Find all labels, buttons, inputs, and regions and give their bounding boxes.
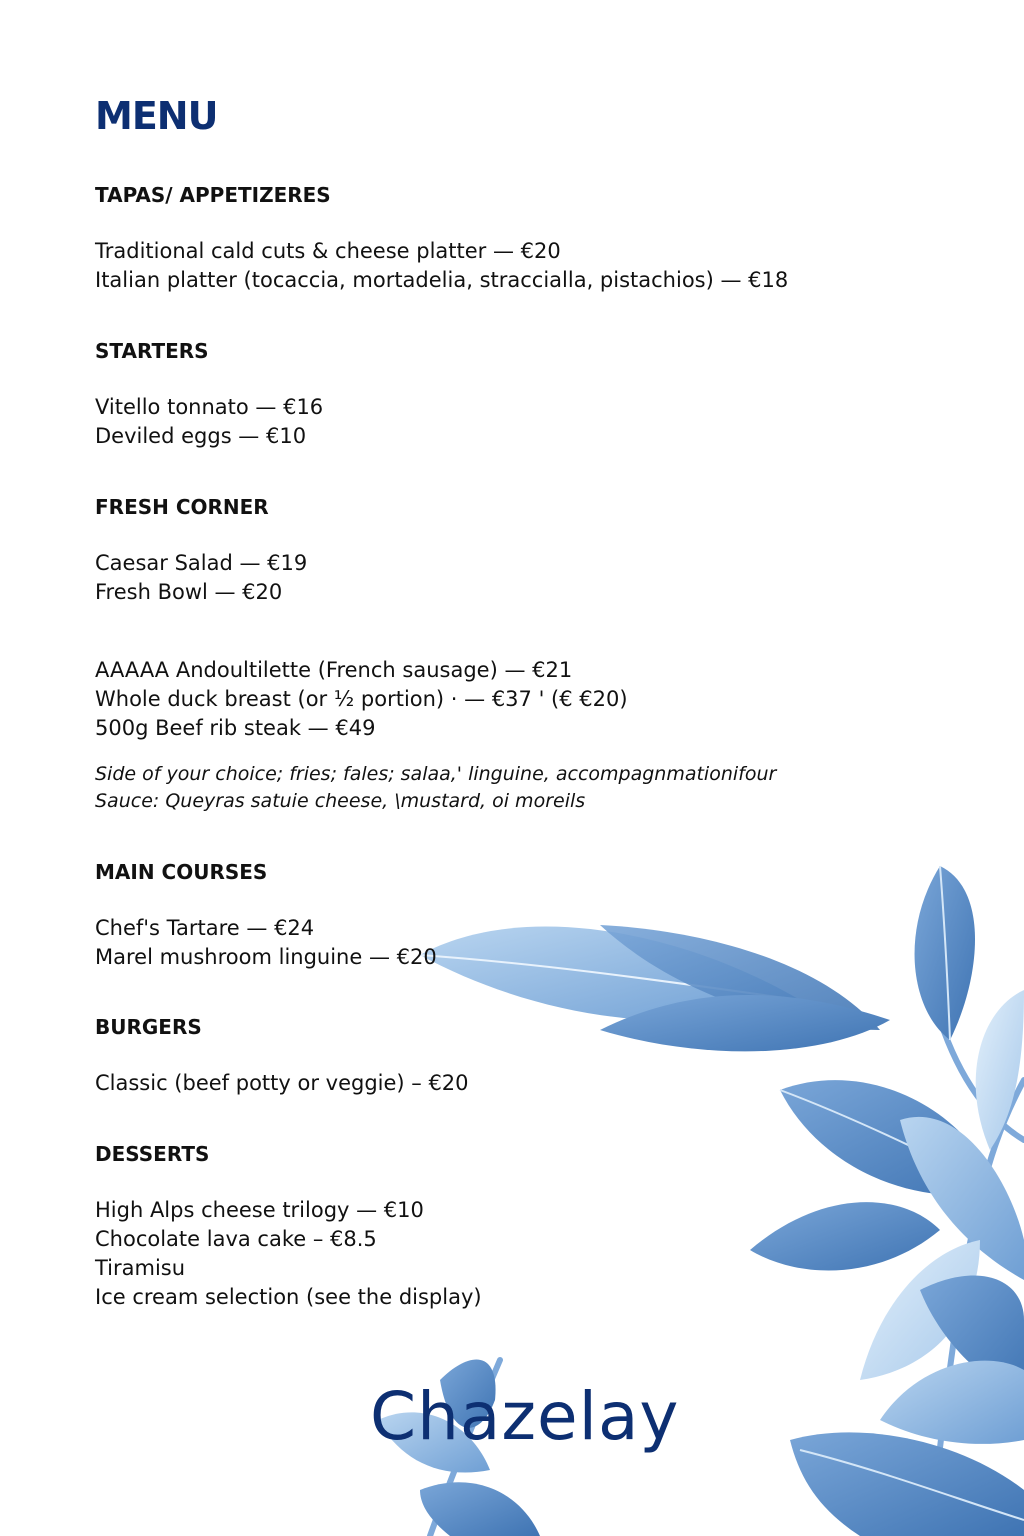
- leaf-bottom-left-3: [420, 1482, 540, 1536]
- menu-item: Marel mushroom linguine — €20: [95, 945, 437, 969]
- leaf-top: [915, 866, 975, 1040]
- menu-item: Tiramisu: [95, 1256, 186, 1280]
- section-heading: STARTERS: [95, 339, 209, 363]
- section-meats: [95, 656, 776, 815]
- menu-item: Traditional cald cuts & cheese platter — €20: [95, 239, 561, 263]
- section-heading: TAPAS/ APPETIZERES: [95, 183, 331, 207]
- menu-item: 500g Beef rib steak — €49: [95, 716, 376, 740]
- menu-note: Sauce: Queyras satuie cheese, \mustard, oi moreils: [95, 790, 586, 812]
- menu-note: Side of your choice; fries; fales; salaa,' linguine, accompagnmationifour: [95, 763, 777, 785]
- menu-item: Deviled eggs — €10: [95, 424, 307, 448]
- menu-item: Whole duck breast (or ½ portion) · — €37 ' (€ €20): [95, 687, 628, 711]
- menu-item: Ice cream selection (see the display): [95, 1285, 482, 1309]
- leaf-lower-3: [880, 1361, 1024, 1444]
- leaf-right-1: [976, 990, 1024, 1150]
- menu-item: Caesar Salad — €19: [95, 551, 308, 575]
- menu-item: Chocolate lava cake – €8.5: [95, 1227, 377, 1251]
- menu-item: AAAAA Andoultilette (French sausage) — €21: [95, 658, 573, 682]
- menu-item: High Alps cheese trilogy — €10: [95, 1198, 424, 1222]
- section-heading: DESSERTS: [95, 1142, 210, 1166]
- section-fresh-corner: [95, 495, 307, 607]
- section-main-courses: [95, 860, 437, 972]
- section-tapas: [95, 183, 788, 295]
- section-heading: MAIN COURSES: [95, 860, 268, 884]
- section-starters: [95, 339, 323, 451]
- leaf-mid-left: [750, 1202, 940, 1270]
- menu-item: Chef's Tartare — €24: [95, 916, 315, 940]
- brand-logo: Chazelay: [370, 1378, 680, 1455]
- section-heading: FRESH CORNER: [95, 495, 269, 519]
- menu-item: Classic (beef potty or veggie) – €20: [95, 1071, 469, 1095]
- leaf-bottom-right: [790, 1432, 1024, 1536]
- menu-item: Fresh Bowl — €20: [95, 580, 283, 604]
- section-desserts: [95, 1142, 482, 1312]
- menu-item: Vitello tonnato — €16: [95, 395, 324, 419]
- section-heading: BURGERS: [95, 1015, 202, 1039]
- section-burgers: [95, 1015, 469, 1098]
- menu-item: Italian platter (tocaccia, mortadelia, straccialla, pistachios) — €18: [95, 268, 789, 292]
- menu-title: MENU: [95, 94, 218, 138]
